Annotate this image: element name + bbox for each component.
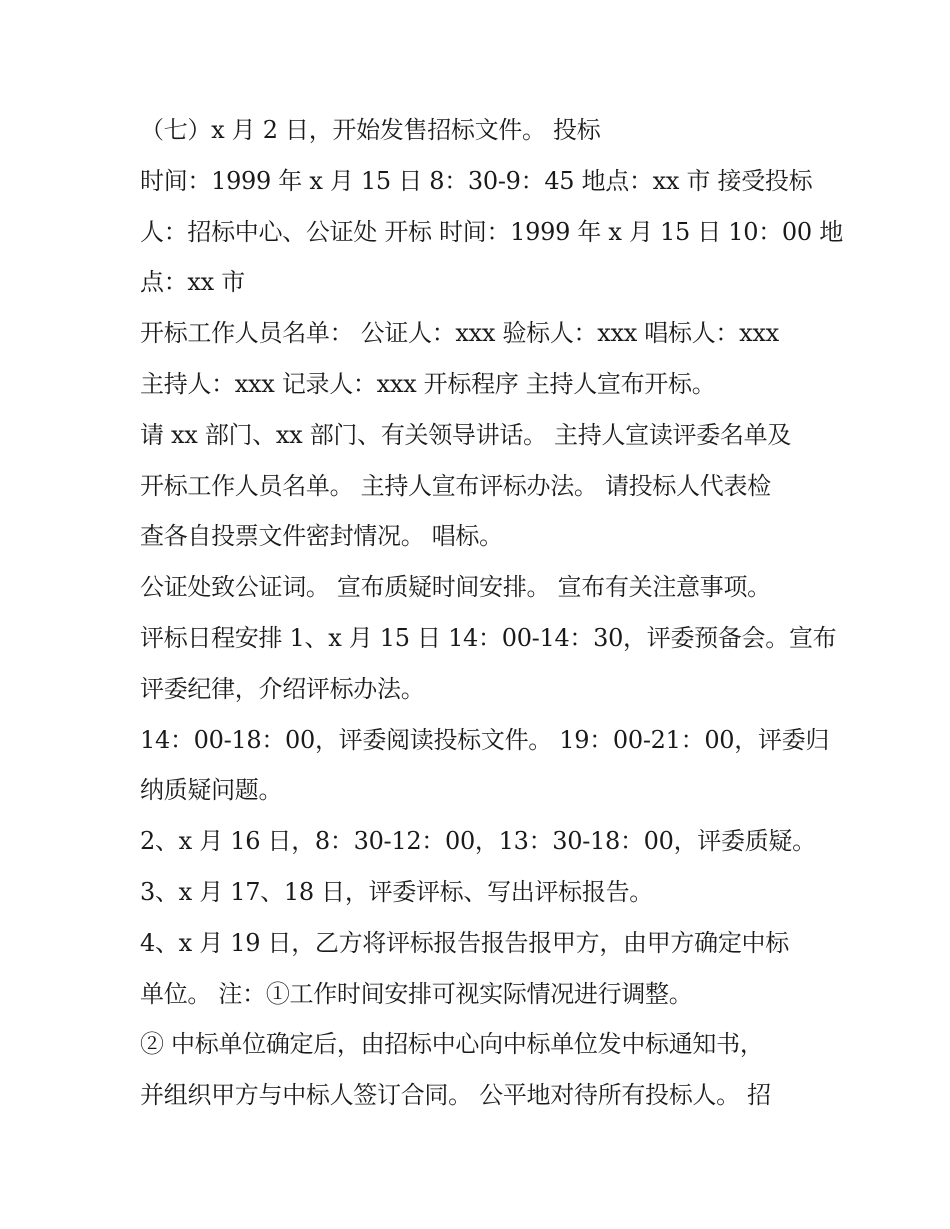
text-line: （七）x 月 2 日，开始发售招标文件。 投标 bbox=[140, 116, 601, 144]
text-line: 请 xx 部门、xx 部门、有关领导讲话。 主持人宣读评委名单及 bbox=[140, 420, 792, 449]
text-line: 14：00-18：00，评委阅读投标文件。 19：00-21：00，评委归 bbox=[140, 725, 830, 754]
text-line: 开标工作人员名单。 主持人宣布评标办法。 请投标人代表检 bbox=[140, 471, 771, 500]
text-line: 2、x 月 16 日，8：30-12：00，13：30-18：00，评委质疑。 bbox=[140, 827, 816, 856]
text-line: 单位。 注：①工作时间安排可视实际情况进行调整。 bbox=[140, 979, 693, 1008]
text-line: 开标工作人员名单： 公证人：xxx 验标人：xxx 唱标人：xxx bbox=[140, 319, 779, 348]
text-line: ② 中标单位确定后，由招标中心向中标单位发中标通知书， bbox=[140, 1030, 764, 1059]
text-line: 查各自投票文件密封情况。 唱标。 bbox=[140, 522, 503, 551]
text-line: 4、x 月 19 日，乙方将评标报告报告报甲方，由甲方确定中标 bbox=[140, 928, 789, 957]
text-line: 公证处致公证词。 宣布质疑时间安排。 宣布有关注意事项。 bbox=[140, 573, 771, 602]
text-line: 纳质疑问题。 bbox=[140, 776, 283, 805]
text-line: 点：xx 市 bbox=[140, 268, 245, 297]
text-line: 时间：1999 年 x 月 15 日 8：30-9：45 地点：xx 市 接受投标 bbox=[140, 166, 813, 195]
text-line: 评委纪律，介绍评标办法。 bbox=[140, 674, 425, 703]
text-line: 人：招标中心、公证处 开标 时间：1999 年 x 月 15 日 10：00 地 bbox=[140, 217, 843, 246]
text-line: 主持人：xxx 记录人：xxx 开标程序 主持人宣布开标。 bbox=[140, 369, 716, 398]
text-line: 并组织甲方与中标人签订合同。 公平地对待所有投标人。 招 bbox=[140, 1081, 771, 1110]
text-line: 评标日程安排 1、x 月 15 日 14：00-14：30，评委预备会。宣布 bbox=[140, 623, 837, 652]
text-line: 3、x 月 17、18 日，评委评标、写出评标报告。 bbox=[140, 877, 653, 906]
document-page bbox=[140, 105, 843, 1121]
